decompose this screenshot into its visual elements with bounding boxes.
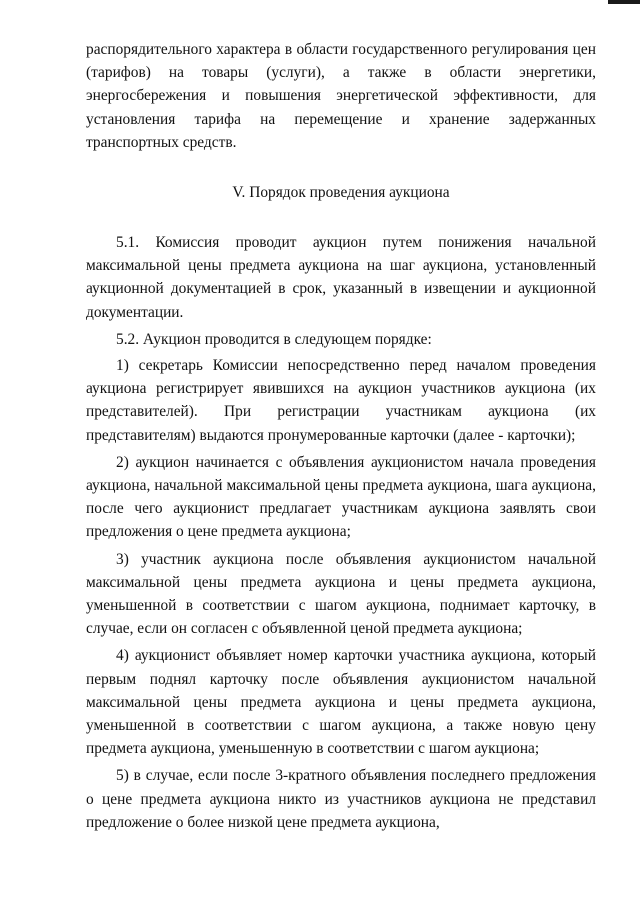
list-item-5: 5) в случае, если после 3-кратного объявления последнего предложения о цене предмета аукциона никто из участников аукциона не представил предложение о более низкой цене предмета аукциона, [86,767,596,831]
continuation-paragraph: распорядительного характера в области государственного регулирования цен (тарифов) на товары (услуги), а также в области энергетики, энергосбережения и повышения энергетической эффективности, для установления тарифа на перемещение и хранение задержанных транспортных средств. [86,41,596,151]
list-item-4: 4) аукционист объявляет номер карточки участника аукциона, который первым поднял карточку после объявления аукционистом начальной максимальной цены предмета аукциона и цены предмета аукциона, уменьшенной в соответствии с шагом аукциона, а также новую цену предмета аукциона, уменьшенную в соответствии с шагом аукциона; [86,647,596,758]
scan-corner-mark [608,0,640,4]
paragraph-5-2: 5.2. Аукцион проводится в следующем порядке: [116,330,432,348]
list-item-1: 1) секретарь Комиссии непосредственно перед началом проведения аукциона регистрирует явившихся на аукцион участников аукциона (их представителей). При регистрации участникам аукциона (их представителям) выдаются пронумерованные карточки (далее - карточки); [86,357,596,444]
paragraph-5-1: 5.1. Комиссия проводит аукцион путем понижения начальной максимальной цены предмета аукциона на шаг аукциона, установленный аукционной документацией в срок, указанный в извещении и аукционной документации. [86,234,596,321]
list-item-2: 2) аукцион начинается с объявления аукционистом начала проведения аукциона, начальной максимальной цены предмета аукциона, шага аукциона, после чего аукционист предлагает участникам аукциона заявлять свои предложения о цене предмета аукциона; [86,453,596,541]
list-item-3: 3) участник аукциона после объявления аукционистом начальной максимальной цены предмета аукциона и цены предмета аукциона, уменьшенной в соответствии с шагом аукциона, поднимает карточку, в случае, если он согласен с объявленной ценой предмета аукциона; [86,550,596,638]
document-page [86,38,596,834]
section-heading: V. Порядок проведения аукциона [232,184,450,202]
